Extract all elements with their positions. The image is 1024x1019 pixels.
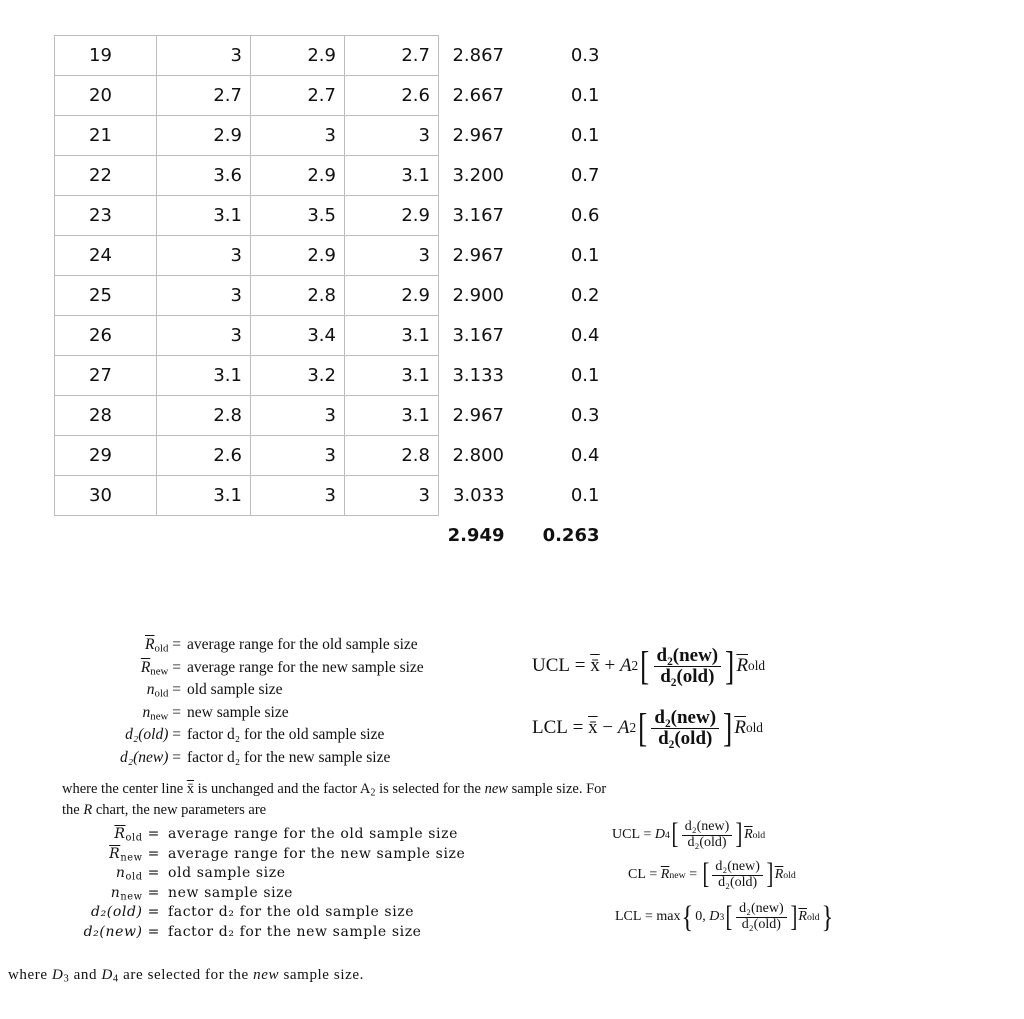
table-cell: 2.9 [157, 116, 251, 156]
ucl-xbar-formula: UCL = x̄ + A 2 [ $\frac{\text{d₂(new)}}{\text{d₂(old)}}$ ] $\overline{R}$ old [532, 643, 766, 689]
table-cell: 21 [55, 116, 157, 156]
definition-row: $n_{new}$ = new sample size [142, 703, 289, 723]
table-cell: 0.3 [570, 45, 600, 66]
definition-row: d₂(old) = factor d₂ for the old sample size [125, 726, 385, 743]
definition-row: $\overline{R}_{new}$ = average range for the new sample size [140, 658, 424, 678]
lcl-r-formula: LCL = max { 0, D 3 [ $\frac{\text{d₂(new)}}{\text{d₂(old)}}$ ] $\overline{R}$ old } [615, 900, 833, 934]
table-cell: 0.1 [570, 485, 600, 506]
cl-r-formula: CL = $\overline{R}$ new = [ $\frac{\text{d₂(new)}}{\text{d₂(old)}}$ ] $\overline{R}$ old [628, 858, 796, 891]
table-cell: 20 [55, 76, 157, 116]
table-cell: 3.4 [251, 316, 345, 356]
table-cell: 0.1 [570, 245, 600, 266]
lcl-xbar-formula: LCL = x̄ − A 2 [ $\frac{\text{d₂(new)}}{\text{d₂(old)}}$ ] $\overline{R}$ old [532, 705, 763, 751]
table-cell: 23 [55, 196, 157, 236]
table-cell: 0.1 [570, 125, 600, 146]
definition-row: $n_{old}$ = old sample size [115, 865, 286, 883]
range-total: 0.263 [542, 525, 600, 546]
sample-data-table [54, 35, 613, 556]
table-row [55, 116, 613, 156]
table-cell: 3.1 [345, 396, 439, 436]
table-cell: 3 [251, 436, 345, 476]
table-row [55, 196, 613, 236]
ucl-r-formula: UCL = D 4 [ $\frac{\text{d₂(new)}}{\text{d₂(old)}}$ ] $\overline{R}$ old [612, 818, 766, 851]
table-row [55, 276, 613, 316]
table-cell: 3.2 [251, 356, 345, 396]
table-cell: 2.900 [452, 285, 504, 306]
table-cell: 2.8 [157, 396, 251, 436]
table-cell: 29 [55, 436, 157, 476]
table-cell: 2.9 [251, 156, 345, 196]
d2-ratio: $\frac{\text{d₂(new)}}{\text{d₂(old)}}$ [654, 646, 722, 687]
table-row [55, 76, 613, 116]
table-cell: 2.8 [345, 436, 439, 476]
table-cell: 30 [55, 476, 157, 516]
table-cell: 3 [345, 236, 439, 276]
table-cell: 3 [345, 476, 439, 516]
table-cell: 3.167 [452, 205, 504, 226]
table-row [55, 436, 613, 476]
table-cell: 0.4 [570, 325, 600, 346]
table-cell: 0.3 [570, 405, 600, 426]
table-cell: 3.1 [345, 316, 439, 356]
definition-row: d₂(new) = factor d₂ for the new sample size [119, 748, 391, 766]
table-cell: 26 [55, 316, 157, 356]
table-cell: 2.8 [251, 276, 345, 316]
definition-row: d₂(new) = factor d₂ for the new sample size [83, 923, 422, 940]
table-cell: 27 [55, 356, 157, 396]
table-cell: 3.033 [452, 485, 505, 506]
table-cell: 2.6 [345, 76, 439, 116]
table-cell: 0.6 [570, 205, 600, 226]
table-cell: 0.7 [570, 165, 600, 186]
table-cell: 2.7 [157, 76, 251, 116]
table-cell: 2.967 [452, 125, 504, 146]
table-cell: 2.867 [452, 45, 504, 66]
table-cell: 3.1 [345, 356, 439, 396]
table-cell: 2.967 [452, 245, 504, 266]
table-cell: 2.9 [345, 196, 439, 236]
table-cell: 2.7 [345, 36, 439, 76]
totals-row [55, 516, 613, 556]
table-row [55, 156, 613, 196]
table-cell: 2.9 [251, 236, 345, 276]
table-cell: 2.6 [157, 436, 251, 476]
table-row [55, 236, 613, 276]
table-cell: 24 [55, 236, 157, 276]
table-cell: 3.1 [157, 476, 251, 516]
table-cell: 3.167 [452, 325, 504, 346]
table-cell: 25 [55, 276, 157, 316]
table-cell: 3 [157, 316, 251, 356]
table-cell: 0.2 [570, 285, 600, 306]
table-row [55, 356, 613, 396]
definition-row: $n_{new}$ = new sample size [110, 884, 294, 902]
table-cell: 3 [251, 476, 345, 516]
table-cell: 2.667 [452, 85, 504, 106]
table-cell: 3 [345, 116, 439, 156]
table-cell: 3.5 [251, 196, 345, 236]
table-cell: 19 [55, 36, 157, 76]
table-cell: 22 [55, 156, 157, 196]
table-cell: 3.1 [345, 156, 439, 196]
mean-total: 2.949 [447, 525, 505, 546]
table-cell: 3.6 [157, 156, 251, 196]
table-row [55, 316, 613, 356]
definition-row: $\overline{R}_{old}$ = average range for the old sample size [145, 636, 418, 655]
explanation-paragraph-1: where the center line x̄ is unchanged and the factor $A_2$ is selected for the new sample size. For the R chart, the new parameters are [62, 781, 607, 818]
table-cell: 28 [55, 396, 157, 436]
xbar-symbol: x̄ [590, 655, 600, 677]
definition-row: $\overline{R}_{old}$ = average range for the old sample size [114, 826, 458, 844]
explanation-paragraph-2: where $D_3$ and $D_4$ are selected for the new sample size. [8, 967, 364, 985]
definition-row: d₂(old) = factor d₂ for the old sample size [91, 904, 415, 920]
table-cell: 3 [157, 276, 251, 316]
table-row [55, 396, 613, 436]
ucl-label: UCL [532, 655, 570, 677]
table-row [55, 476, 613, 516]
table-cell: 2.7 [251, 76, 345, 116]
table-cell: 3.1 [157, 196, 251, 236]
table-cell: 3 [157, 36, 251, 76]
table-row [55, 36, 613, 76]
table-cell: 0.4 [570, 445, 600, 466]
table-cell: 3 [157, 236, 251, 276]
table-cell: 3.1 [157, 356, 251, 396]
definition-row: $n_{old}$ = old sample size [146, 681, 283, 700]
table-cell: 3 [251, 396, 345, 436]
table-cell: 0.1 [570, 365, 600, 386]
table-cell: 3.200 [452, 165, 504, 186]
table-cell: 0.1 [570, 85, 600, 106]
definition-row: $\overline{R}_{new}$ = average range for the new sample size [109, 845, 466, 863]
table-cell: 2.9 [345, 276, 439, 316]
table-cell: 2.9 [251, 36, 345, 76]
table-cell: 3 [251, 116, 345, 156]
table-cell: 2.800 [452, 445, 504, 466]
lcl-label: LCL [532, 717, 568, 739]
table-cell: 2.967 [452, 405, 504, 426]
table-cell: 3.133 [452, 365, 504, 386]
